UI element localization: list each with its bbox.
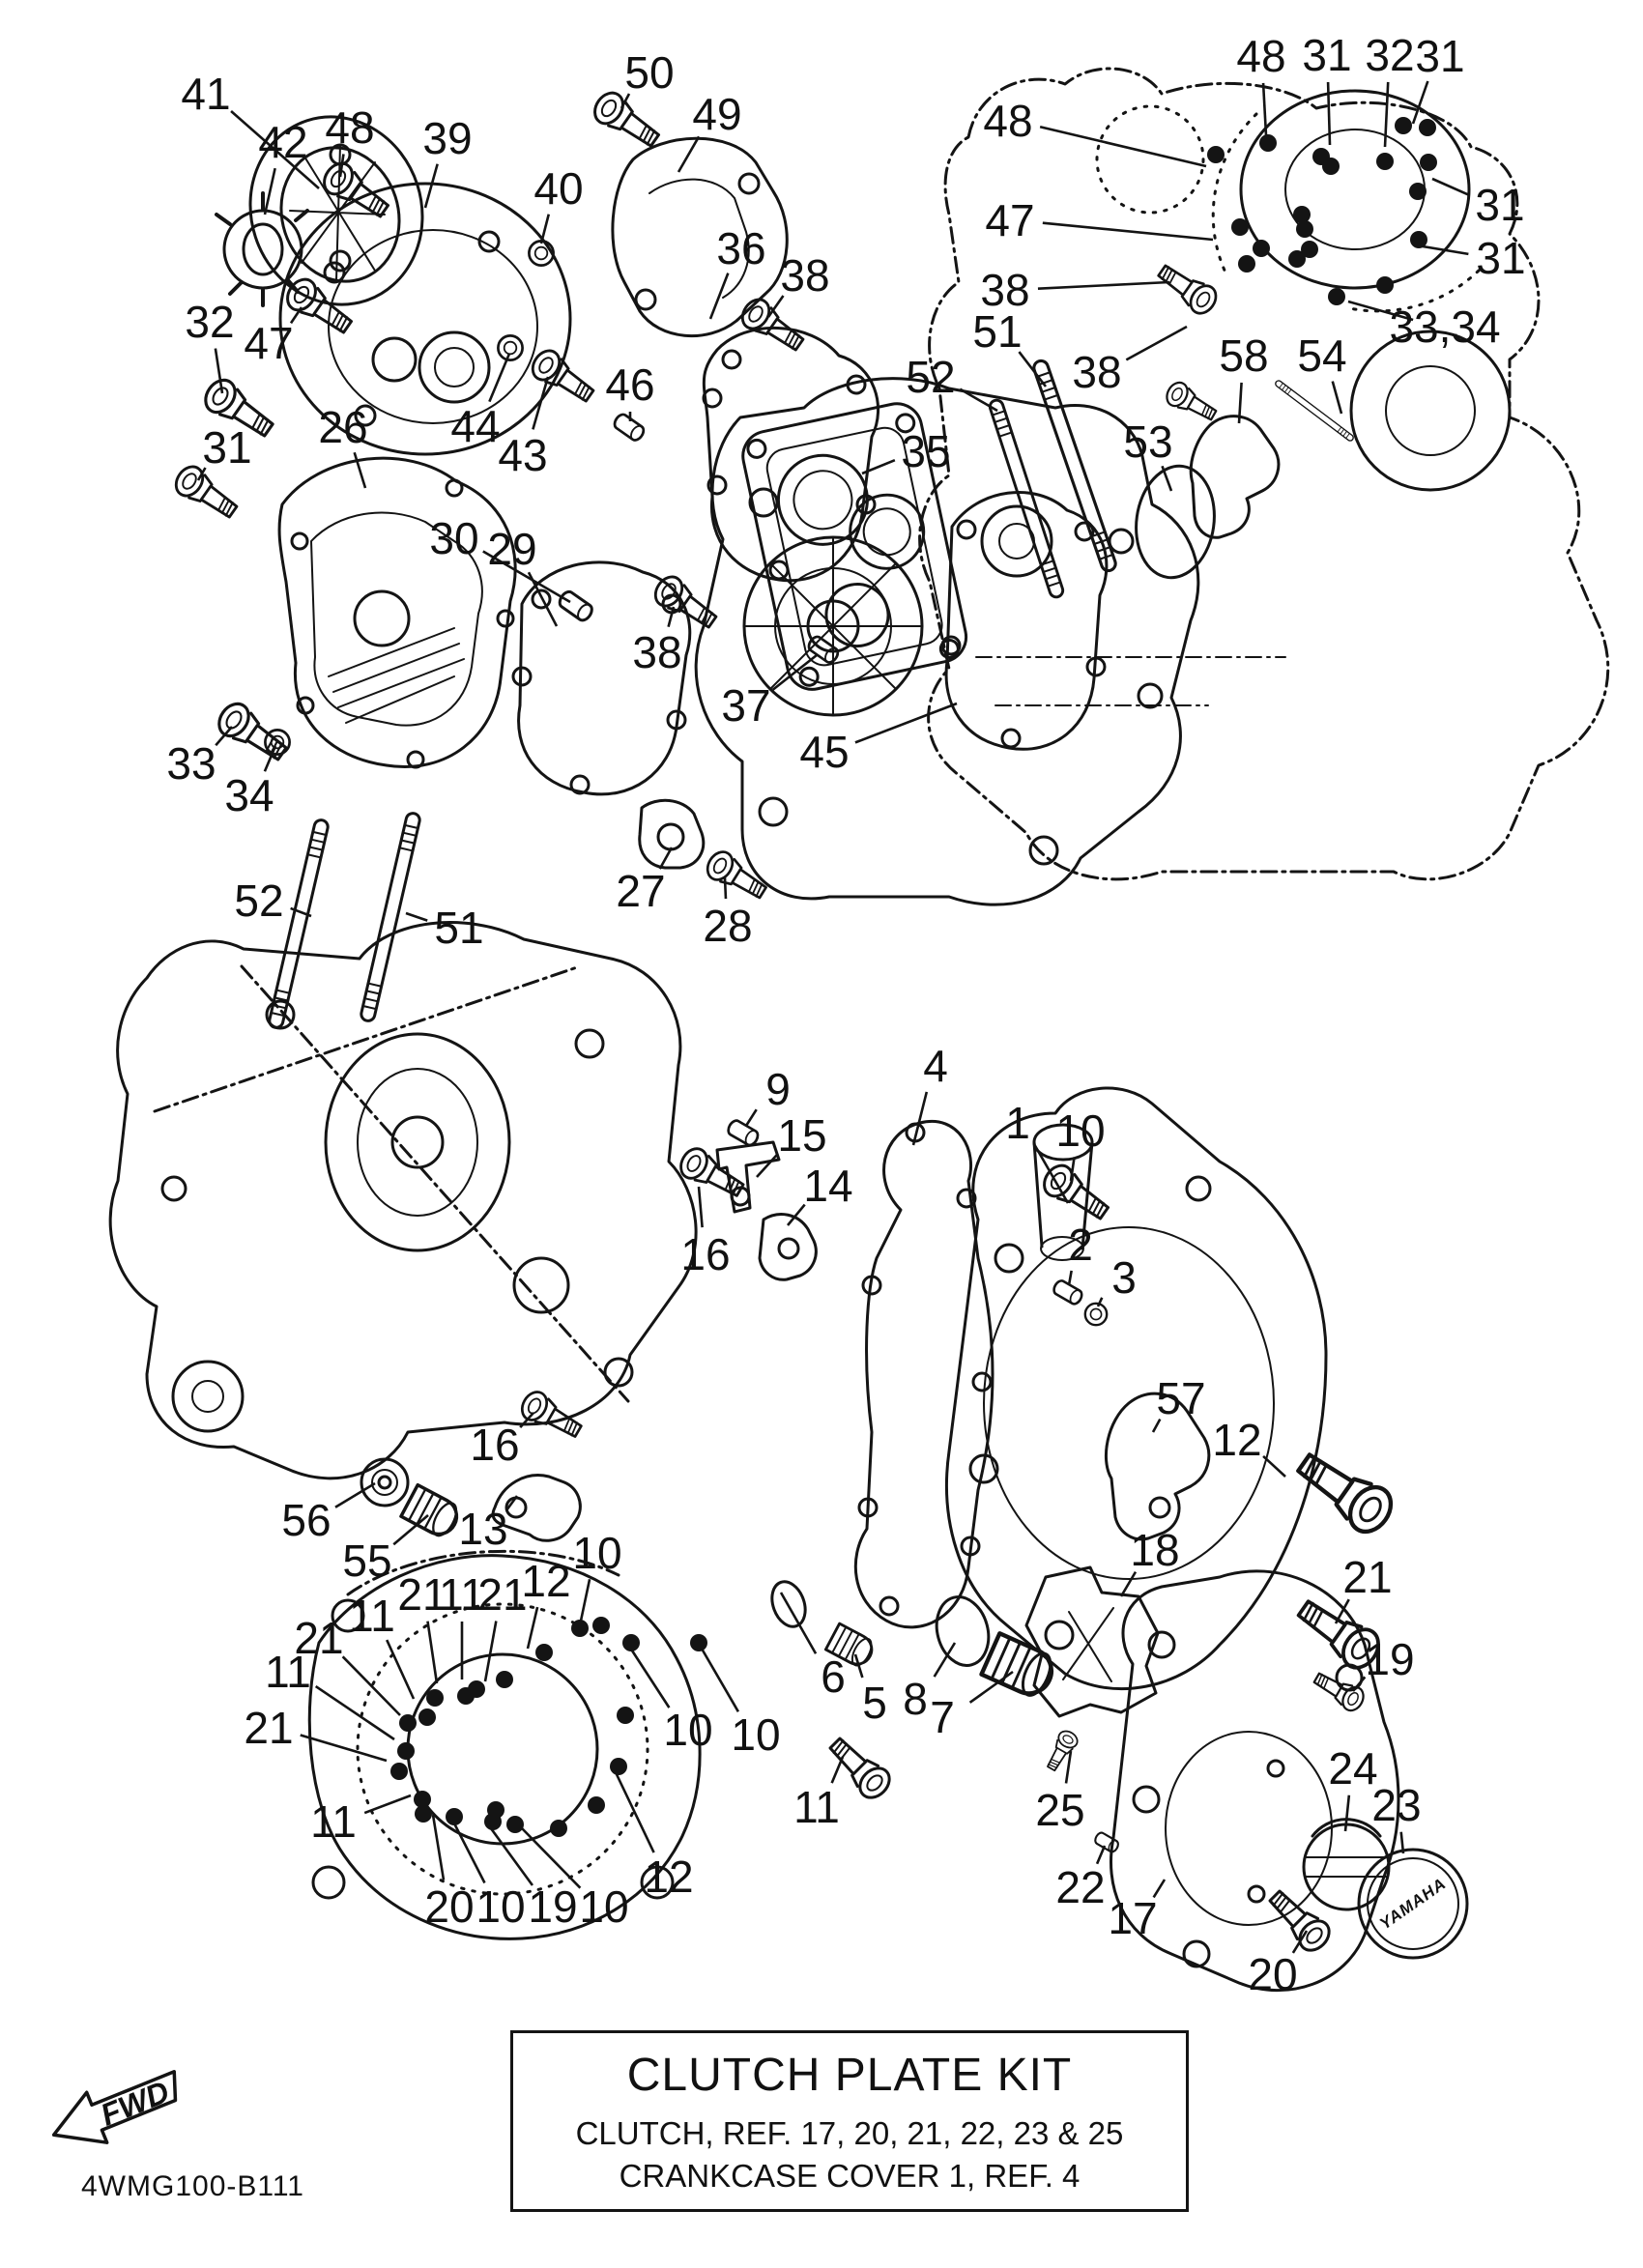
callout-label: 36 <box>716 223 766 273</box>
leader-line <box>615 1770 654 1852</box>
leader-line <box>433 1815 444 1880</box>
bolt-dot <box>1420 154 1437 171</box>
callout-label: 33 <box>166 738 216 789</box>
bolt-dot <box>592 1617 610 1634</box>
callout-label: 47 <box>244 318 294 368</box>
callout-label: 11 <box>310 1796 357 1847</box>
callout-label: 21 <box>244 1703 294 1753</box>
callout-labels-layer <box>166 30 1525 1999</box>
callout-label: 23 <box>1371 1780 1422 1830</box>
leader-line <box>1263 83 1266 135</box>
bracket-15 <box>717 1142 779 1212</box>
washer-40 <box>529 241 553 265</box>
callout-label: 50 <box>624 47 675 98</box>
callout-label: 20 <box>424 1881 475 1932</box>
nut-2 <box>1052 1278 1083 1306</box>
pin-22 <box>1093 1831 1120 1853</box>
leader-line <box>425 164 438 208</box>
leader-line <box>1019 352 1046 387</box>
callout-label: 57 <box>1156 1373 1206 1423</box>
leader-line <box>630 1648 669 1708</box>
callout-label: 7 <box>930 1692 955 1742</box>
callout-label: 38 <box>632 627 682 677</box>
leader-line <box>757 1154 778 1177</box>
callout-label: 28 <box>703 901 753 951</box>
dowel-30 <box>557 589 594 623</box>
callout-label: 6 <box>821 1651 846 1702</box>
bolt-dot <box>1253 240 1270 257</box>
bolt-16 <box>676 1144 748 1204</box>
callout-label: 43 <box>498 430 548 480</box>
callout-label: 40 <box>533 163 584 214</box>
title-box <box>510 2030 1189 2212</box>
bolt-dot <box>1322 158 1340 175</box>
stud-51 <box>360 812 420 1022</box>
leader-line <box>1413 81 1427 124</box>
leader-line <box>855 703 957 742</box>
callout-label: 49 <box>692 89 742 139</box>
leader-line <box>1069 1271 1072 1285</box>
bolt-dot <box>535 1644 553 1661</box>
callout-label: 39 <box>422 113 473 163</box>
bolt-dot <box>399 1714 417 1732</box>
leader-line <box>960 389 997 411</box>
bolt-dot <box>415 1805 432 1823</box>
callout-label: 17 <box>1108 1893 1158 1943</box>
callout-label: 29 <box>487 524 537 574</box>
bolt-dot <box>1238 255 1255 273</box>
callout-label: 16 <box>470 1420 520 1470</box>
bolt-dot <box>588 1796 605 1814</box>
dowel-9 <box>726 1118 760 1147</box>
callout-label: 38 <box>1072 347 1122 397</box>
callout-label: 51 <box>434 903 484 953</box>
callout-label: 33,34 <box>1389 301 1501 352</box>
bolt-25 <box>1043 1728 1081 1773</box>
callout-label: 48 <box>983 96 1033 146</box>
callout-label: 10 <box>572 1528 622 1578</box>
callout-label: 48 <box>1236 31 1286 81</box>
leader-line <box>355 452 365 488</box>
leader-line <box>678 136 699 172</box>
bolt-dot <box>1293 206 1311 223</box>
callout-label: 48 <box>325 102 375 153</box>
bolt-dot <box>418 1708 436 1726</box>
leader-line <box>1066 1751 1071 1783</box>
callout-label: 52 <box>906 352 956 402</box>
callout-label: 24 <box>1328 1743 1378 1794</box>
leader-line <box>301 1736 387 1761</box>
leader-line <box>541 215 549 244</box>
callout-label: 27 <box>616 866 666 916</box>
callout-label: 32 <box>185 297 235 347</box>
crankcase-left <box>110 923 696 1479</box>
callout-label: 22 <box>1055 1862 1106 1912</box>
bolt-dot <box>1419 119 1436 136</box>
fwd-label: FWD <box>95 2074 175 2133</box>
callout-label: 51 <box>972 306 1023 357</box>
kit-ref-crankcase-cover: CRANKCASE COVER 1, REF. 4 <box>619 2158 1081 2194</box>
callout-label: 21 <box>1342 1552 1393 1602</box>
washer-3 <box>1085 1304 1107 1325</box>
callout-label: 44 <box>450 401 501 451</box>
holder-58 <box>1191 416 1279 538</box>
callout-label: 14 <box>803 1161 853 1211</box>
stud-54 <box>1275 380 1355 443</box>
callout-label: 2 <box>1068 1220 1093 1270</box>
callout-label: 10 <box>663 1705 713 1755</box>
bolt-dot <box>1259 134 1277 152</box>
leader-line <box>427 1622 437 1683</box>
callout-label: 4 <box>923 1041 948 1091</box>
callout-label: 42 <box>258 117 308 167</box>
bolt-38 <box>1153 259 1221 319</box>
callout-label: 12 <box>521 1556 571 1606</box>
leader-line <box>335 1483 375 1507</box>
callout-label: 19 <box>1365 1634 1415 1684</box>
leader-line <box>1097 1846 1105 1864</box>
fwd-stamp <box>43 2059 189 2160</box>
bolt-38 <box>650 572 722 635</box>
bolt-dot <box>1376 276 1394 294</box>
callout-label: 37 <box>721 680 771 731</box>
callout-label: 55 <box>342 1536 392 1586</box>
bolt-dot <box>1395 117 1412 134</box>
callout-label: 1 <box>1005 1098 1030 1148</box>
callout-label: 31 <box>1302 30 1352 80</box>
leader-line <box>265 168 275 215</box>
callout-label: 46 <box>605 359 655 410</box>
bolt-dot <box>484 1813 502 1830</box>
callout-label: 10 <box>476 1881 526 1932</box>
bolt-dot <box>1296 220 1313 238</box>
callout-label: 52 <box>234 876 284 926</box>
leader-line <box>528 1607 537 1649</box>
leader-line <box>485 1621 496 1681</box>
bolt-dot <box>457 1687 475 1705</box>
leader-line <box>1071 1157 1075 1181</box>
callout-label: 11 <box>265 1647 311 1697</box>
leader-line <box>702 1649 738 1711</box>
leader-line <box>1432 179 1469 195</box>
leader-line <box>316 1686 394 1739</box>
drawing-number: 4WMG100-B111 <box>81 2170 304 2202</box>
leader-line <box>522 1828 580 1888</box>
crankcase-cover-26 <box>279 458 515 767</box>
callout-label: 53 <box>1123 416 1173 467</box>
callout-label: 21 <box>397 1569 447 1620</box>
leader-line <box>406 913 427 921</box>
callout-label: 54 <box>1297 330 1347 381</box>
bolt-dot <box>617 1707 634 1724</box>
callout-label: 11 <box>793 1782 840 1832</box>
leader-line <box>1263 1456 1285 1477</box>
bolt-dot <box>1328 288 1345 305</box>
leader-line <box>832 1757 843 1783</box>
callout-label: 41 <box>181 69 231 119</box>
callout-label: 3 <box>1111 1252 1137 1303</box>
callout-label: 5 <box>862 1678 887 1728</box>
callout-label: 10 <box>1055 1105 1106 1156</box>
gasket-45 <box>942 492 1107 749</box>
callout-label: 34 <box>224 770 274 820</box>
bolt-dot <box>1301 241 1318 258</box>
callout-label: 18 <box>1130 1525 1180 1575</box>
leader-line <box>216 349 222 393</box>
bolt-dot <box>397 1742 415 1760</box>
leader-line <box>1121 1572 1136 1596</box>
callout-label: 38 <box>780 250 830 301</box>
leader-line <box>913 1092 927 1145</box>
callout-label: 20 <box>1248 1949 1298 1999</box>
callout-label: 10 <box>731 1709 781 1760</box>
callout-label: 58 <box>1219 330 1269 381</box>
bolt-19 <box>1311 1667 1368 1714</box>
callout-label: 56 <box>281 1495 331 1545</box>
leader-line <box>1126 327 1187 359</box>
bolt-dot <box>390 1763 408 1780</box>
callout-label: 19 <box>528 1881 578 1932</box>
bolt-43 <box>528 346 599 409</box>
callout-label: 26 <box>318 402 368 452</box>
leader-line <box>343 1656 400 1715</box>
leader-line <box>533 377 548 429</box>
callout-label: 30 <box>429 513 479 563</box>
callout-label: 9 <box>765 1064 791 1114</box>
bolt-dot <box>1231 218 1249 236</box>
bolt-dot <box>1376 153 1394 170</box>
bolt-38 <box>737 295 809 358</box>
callout-label: 31 <box>1415 31 1465 81</box>
callout-label: 47 <box>985 195 1035 245</box>
bolt-dot <box>506 1816 524 1833</box>
leader-line <box>452 1820 484 1883</box>
callout-label: 8 <box>903 1674 928 1724</box>
callout-label: 32 <box>1365 30 1415 80</box>
bolt-dot <box>1207 146 1225 163</box>
callout-label: 12 <box>644 1852 694 1902</box>
leader-line <box>1038 282 1169 289</box>
callout-label: 21 <box>477 1569 528 1620</box>
bolt-dot <box>690 1634 707 1651</box>
bracket-27 <box>640 800 704 868</box>
callout-label: 31 <box>1476 233 1526 283</box>
leader-line <box>364 1795 411 1813</box>
bolt-dot <box>610 1758 627 1775</box>
leader-line <box>1040 127 1206 166</box>
callout-label: 21 <box>294 1613 344 1663</box>
callout-label: 16 <box>680 1229 731 1279</box>
callout-label: 31 <box>1475 180 1525 230</box>
leader-line <box>580 1579 590 1625</box>
kit-title: CLUTCH PLATE KIT <box>626 2050 1073 2101</box>
washer-56 <box>361 1459 408 1506</box>
leader-line <box>1328 82 1330 145</box>
leader-line <box>699 1187 703 1227</box>
callout-label: 25 <box>1035 1785 1085 1835</box>
leader-line <box>746 1109 757 1126</box>
callout-label: 12 <box>1212 1415 1262 1465</box>
callout-label: 11 <box>349 1591 395 1641</box>
bolt-dot <box>496 1671 513 1688</box>
callout-label: 15 <box>777 1110 827 1161</box>
washer-44 <box>498 335 522 359</box>
bolt-dot <box>550 1820 567 1837</box>
callout-label: 11 <box>439 1569 485 1620</box>
yamaha-logo: YAMAHA <box>1376 1874 1450 1934</box>
leader-line <box>1043 223 1213 240</box>
kit-ref-clutch: CLUTCH, REF. 17, 20, 21, 22, 23 & 25 <box>575 2115 1124 2151</box>
bolt-dot <box>426 1689 444 1707</box>
callout-label: 45 <box>799 727 850 777</box>
callout-label: 31 <box>202 422 252 473</box>
leader-line <box>725 877 726 899</box>
cover-bolt-pattern-upper-right <box>1213 91 1510 490</box>
callout-label: 10 <box>579 1881 629 1932</box>
callout-label: 35 <box>901 426 951 476</box>
callout-label: 13 <box>458 1504 508 1554</box>
leader-line <box>1333 382 1341 414</box>
plug-55 <box>401 1485 463 1540</box>
leader-line <box>387 1640 414 1699</box>
bolt-48 <box>319 158 394 225</box>
bolt-dot <box>1409 183 1427 200</box>
callout-label: 38 <box>980 265 1030 315</box>
